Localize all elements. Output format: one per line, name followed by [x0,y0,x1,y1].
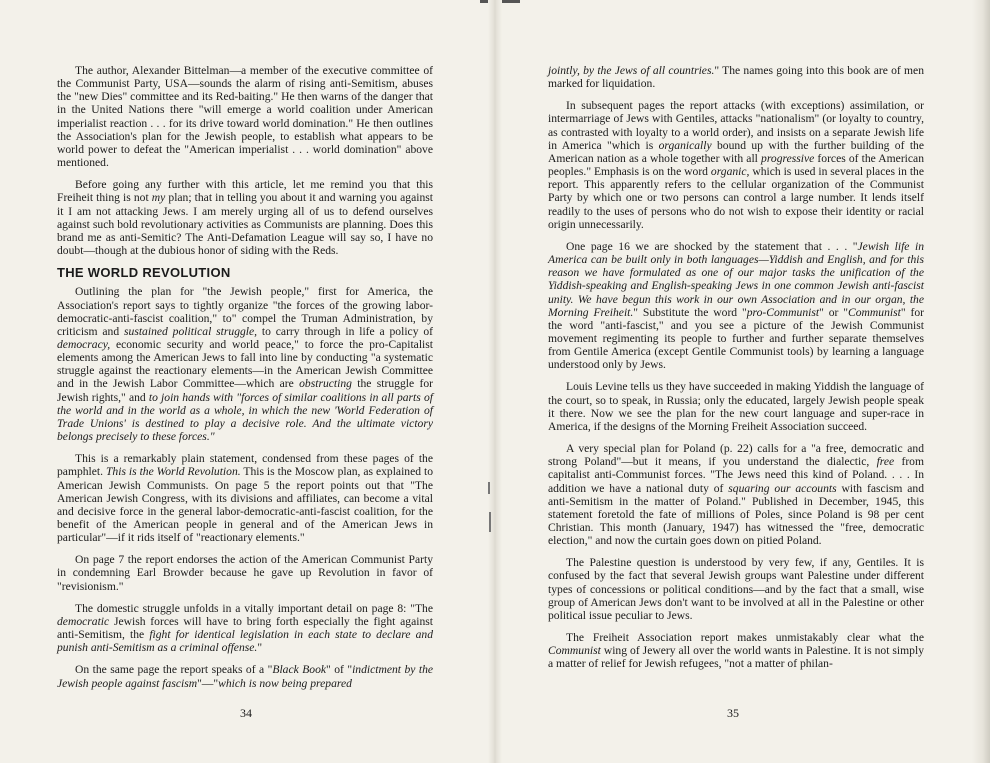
scan-mark [488,482,490,494]
page-number: 35 [727,706,739,720]
paragraph: The Freiheit Association report makes unmistakably clear what the Communist wing of Jewery all over the world wants in Palestine. It is not simply a matter of relief for Jewish refugees, "not a matter of philan- [548,631,924,671]
paragraph: Outlining the plan for "the Jewish people," first for America, the Association's report says to tightly organize "the forces of the growing labor-democratic-anti-fascist coalition," to" compel the Truman Administration, by criticism and sustained political struggle, to carry through in life a policy of democracy, economic security and world peace," to force the pro-Capitalist elements among the American Jews to fall into line by conducting "a systematic struggle against the reactionary elements—in the American Jewish Committee and in the Jewish Labor Committee—which are obstructing the struggle for Jewish rights," and to join hands with "forces of similar coalitions in all parts of the world and in the world as a whole, in which the new 'World Federation of Trade Unions' is destined to play a decisive role. And the ultimate victory belongs precisely to these forces." [57,285,433,444]
paragraph: On page 7 the report endorses the action of the American Communist Party in condemning Earl Browder because he gave up Revolution in favor of "revisionism." [57,553,433,593]
paragraph: In subsequent pages the report attacks (with exceptions) assimilation, or intermarriage of Jews with Gentiles, attacks "nationalism" (or loyalty to country, as contrasted with loyalty to a world order), and insists on a separate Jewish life in America "which is organically bound up with the further building of the American nation as a whole together with all progressive forces of the American peoples." Emphasis is on the word organic, which is used in several places in the report. This apparently refers to the cellular organization of the Communist Party by which one or two persons can control a large number. It lends itself readily to the uses of persons who do not wish to expose their identity or racial origin unnecessarily. [548,99,924,231]
left-page [57,64,433,699]
page-edge-shadow [972,0,990,763]
scan-mark [489,512,491,532]
paragraph: A very special plan for Poland (p. 22) calls for a "a free, democratic and strong Poland"—but it means, if you understand the dialectic, free from capitalist anti-Communist forces. "The Jews need this kind of Poland. . . . In addition we have a national duty of squaring our accounts with fascism and anti-Semitism in the matter of Poland." Published in December, 1945, this statement foretold the fate of millions of Poles, since Poland is 98 per cent Christian. This month (January, 1947) has witnessed the "free, democratic election," and now the curtain goes down on pitied Poland. [548,442,925,548]
book-gutter [488,0,502,763]
paragraph: The domestic struggle unfolds in a vitally important detail on page 8: "The democratic Jewish forces will have to bring forth especially the fight against anti-Semitism, the fight for identical legislation in each state to declare and punish anti-Semitism as a criminal offense." [57,601,433,655]
page-number: 34 [240,706,252,720]
right-page [548,64,924,680]
paragraph: The author, Alexander Bittelman—a member of the executive committee of the Communist Party, USA—sounds the alarm of rising anti-Semitism, abuses the "new Dies" committee and its Red-baiting." He then warns of the danger that in the United Nations there "will emerge a world coalition under American imperialist reaction . . . for its drive toward world domination." He then outlines the Association's plan for the Jewish people, to establish what appears to be world power to defeat the "American imperialist . . . world domination" above mentioned. [57,64,433,170]
section-heading: THE WORLD REVOLUTION [57,265,231,281]
paragraph: One page 16 we are shocked by the statement that . . . "Jewish life in America can be built only in both languages—Yiddish and English, and for this reason we have formulated as one of our major tasks the unification of the Yiddish-speaking and English-speaking Jews in one common Jewish anti-fascist unity. We have begun this work in our own Association and in our organ, the Morning Freiheit." Substitute the word "pro-Communist" or "Communist" for the word "anti-fascist," and you see a picture of the Jewish Communist movement regimenting its people to further and further separate themselves from Gentile America (except Gentile Communist tools) by learning a language understood only by Jews. [548,239,924,372]
paragraph: This is a remarkably plain statement, condensed from these pages of the pamphlet. This is the World Revolution. This is the Moscow plan, as explained to American Jewish Communists. On page 5 the report points out that "The American Jewish Congress, with its divisions and affiliates, can become a vital and decisive force in the general labor-democratic-anti-fascist coalition, for the benefit of the American people in general and of the American Jews in particular"—if it rids itself of "reactionary elements." [57,452,433,545]
paragraph: Before going any further with this article, let me remind you that this Freiheit thing is not my plan; that in telling you about it and warning you against it I am not attacking Jews. I am merely urging all of us to defend ourselves against such bold revolutionary activities as Communists are planning. Does this brand me as anti-Semitic? The Anti-Defamation League will say so, I have no doubt—though at the dubious honor of siding with the Reds. [57,178,433,258]
paragraph: jointly, by the Jews of all countries." The names going into this book are of men marked for liquidation. [548,64,924,91]
paragraph: Louis Levine tells us they have succeeded in making Yiddish the language of the court, so to speak, in Russia; only the educated, largely Jewish people speak it there. Now we see the plan for the new court language and super-race in America, if the designs of the Morning Freiheit Association succeed. [548,380,924,433]
paragraph: The Palestine question is understood by very few, if any, Gentiles. It is confused by the fact that several Jewish groups want Palestine under different types of concessions or political conditions—and by the fact that a small, wise group of American Jews don't want to be involved at all in the Palestine or other political issue peculiar to Jews. [548,556,924,622]
paragraph: On the same page the report speaks of a "Black Book" of "indictment by the Jewish people against fascism"—"which is now being prepared [57,663,434,690]
